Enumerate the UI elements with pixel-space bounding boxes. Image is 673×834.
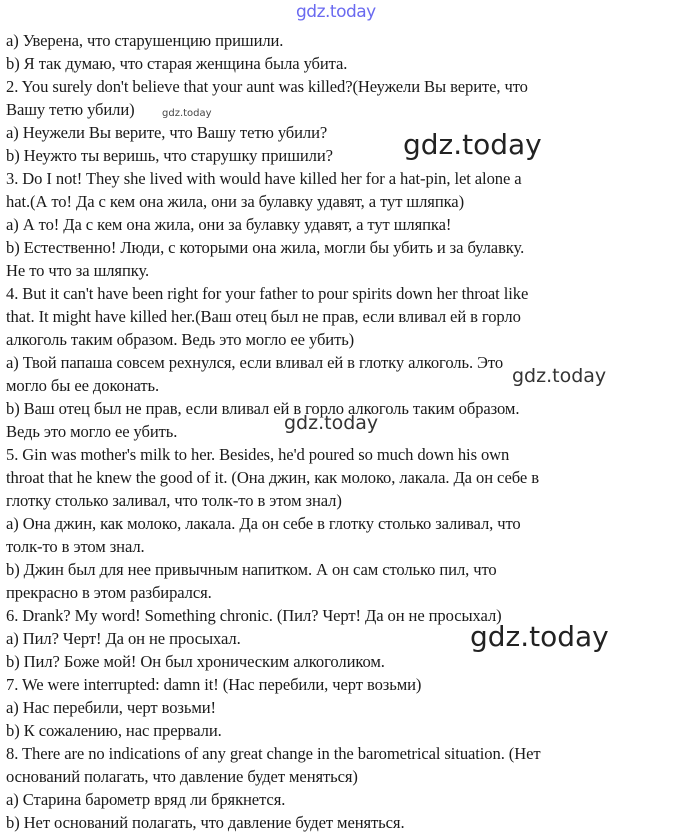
line-12: 4. But it can't have been right for your father to pour spirits down her throat like: [6, 284, 529, 303]
line-18: Ведь это могло ее убить.: [6, 422, 178, 441]
line-11: Не то что за шляпку.: [6, 261, 150, 280]
line-17: b) Ваш отец был не прав, если вливал ей в горло алкоголь таким образом.: [6, 399, 520, 418]
line-6: b) Неужто ты веришь, что старушку пришили?: [6, 146, 333, 165]
watermark-top: gdz.today: [296, 2, 376, 22]
line-7: 3. Do I not! They she lived with would have killed her for a hat-pin, let alone a: [6, 169, 522, 188]
watermark-large-1: gdz.today: [403, 128, 542, 161]
line-31: b) К сожалению, нас прервали.: [6, 721, 222, 740]
line-28: b) Пил? Боже мой! Он был хроническим алкоголиком.: [6, 652, 385, 671]
line-9: a) А то! Да с кем она жила, они за булавку удавят, а тут шляпка!: [6, 215, 452, 234]
line-29: 7. We were interrupted: damn it! (Нас перебили, черт возьми): [6, 675, 422, 694]
line-24: b) Джин был для нее привычным напитком. А он сам столько пил, что: [6, 560, 497, 579]
line-13: that. It might have killed her.(Ваш отец был не прав, если вливал ей в горло: [6, 307, 521, 326]
watermark-large-2: gdz.today: [470, 620, 609, 653]
line-2: b) Я так думаю, что старая женщина была убита.: [6, 54, 348, 73]
line-14: алкоголь таким образом. Ведь это могло ее убить): [6, 330, 355, 349]
line-22: a) Она джин, как молоко, лакала. Да он себе в глотку столько заливал, что: [6, 514, 521, 533]
line-25: прекрасно в этом разбирался.: [6, 583, 212, 602]
line-8: hat.(А то! Да с кем она жила, они за булавку удавят, а тут шляпка): [6, 192, 464, 211]
line-21: глотку столько заливал, что толк-то в этом знал): [6, 491, 342, 510]
line-34: a) Старина барометр вряд ли брякнется.: [6, 790, 286, 809]
line-30: a) Нас перебили, черт возьми!: [6, 698, 216, 717]
watermark-small: gdz.today: [162, 108, 212, 119]
line-35: b) Нет оснований полагать, что давление будет меняться.: [6, 813, 405, 832]
line-19: 5. Gin was mother's milk to her. Besides, he'd poured so much down his own: [6, 445, 510, 464]
line-3: 2. You surely don't believe that your aunt was killed?(Неужели Вы верите, что: [6, 77, 528, 96]
line-1: a) Уверена, что старушенцию пришили.: [6, 31, 284, 50]
line-33: оснований полагать, что давление будет меняться): [6, 767, 358, 786]
line-15: a) Твой папаша совсем рехнулся, если вливал ей в глотку алкоголь. Это: [6, 353, 504, 372]
line-27: a) Пил? Черт! Да он не просыхал.: [6, 629, 241, 648]
watermark-mid-1: gdz.today: [512, 365, 607, 387]
line-16: могло бы ее доконать.: [6, 376, 160, 395]
line-26: 6. Drank? My word! Something chronic. (Пил? Черт! Да он не просыхал): [6, 606, 502, 625]
watermark-mid-2: gdz.today: [284, 412, 379, 434]
line-20: throat that he knew the good of it. (Она джин, как молоко, лакала. Да он себе в: [6, 468, 539, 487]
line-23: толк-то в этом знал.: [6, 537, 145, 556]
line-32: 8. There are no indications of any great change in the barometrical situation. (Нет: [6, 744, 541, 763]
line-10: b) Естественно! Люди, с которыми она жила, могли бы убить и за булавку.: [6, 238, 525, 257]
line-4: Вашу тетю убили): [6, 100, 135, 119]
line-5: a) Неужели Вы верите, что Вашу тетю убили?: [6, 123, 328, 142]
